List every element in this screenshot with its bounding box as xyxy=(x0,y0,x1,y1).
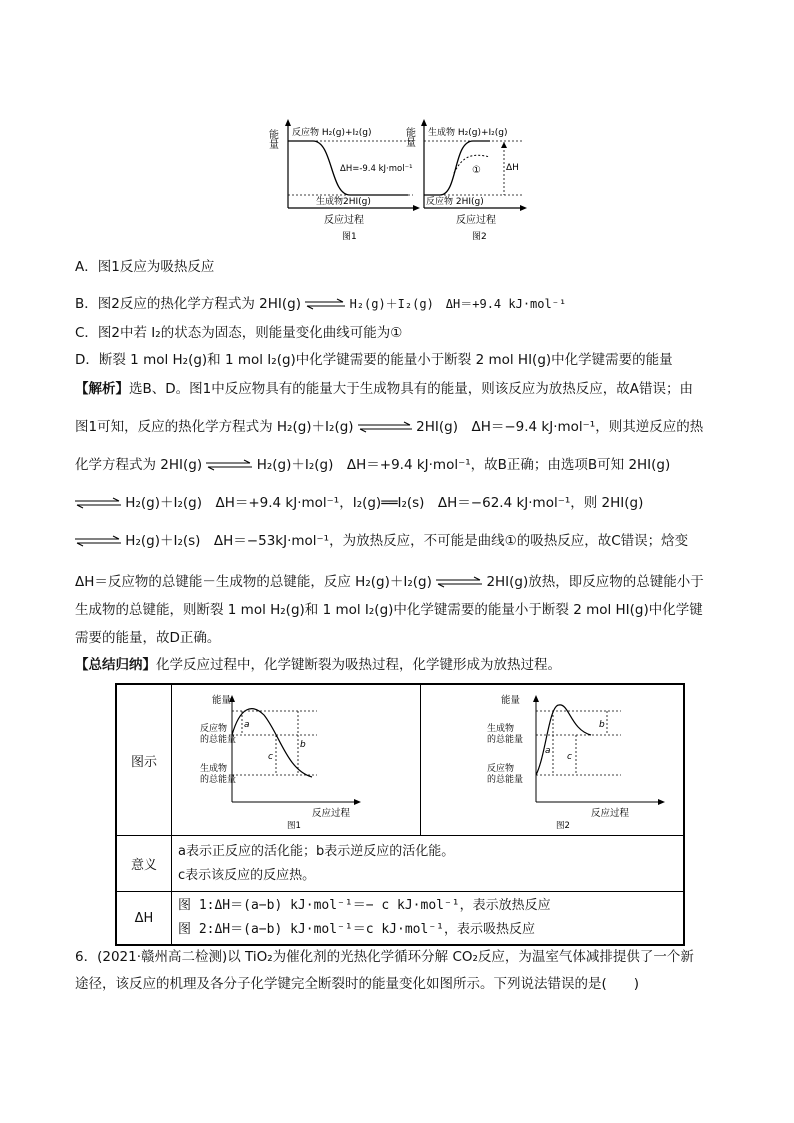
row-label-meaning: 意义 xyxy=(116,836,172,892)
fig2-product-label: 生成物 H₂(g)+I₂(g) xyxy=(428,128,508,138)
diag2-xlabel: 反应过程 xyxy=(591,808,630,819)
diag1-c: c xyxy=(268,752,273,762)
diag2-reactant-text-1: 的总能量 xyxy=(487,775,524,785)
analysis-text-6a: ΔH＝反应物的总键能－生成物的总键能，反应 H₂(g)＋I₂(g) xyxy=(75,574,432,590)
diag1-product-text-1: 的总能量 xyxy=(200,775,237,785)
analysis-text-5: H₂(g)＋I₂(s) ΔH＝−53kJ·mol⁻¹，为放热反应，不可能是曲线①的吸热反应，故C错误；焓变 xyxy=(125,533,689,549)
activation-diagram-2 xyxy=(421,685,683,831)
analysis-tag: 【解析】 xyxy=(75,381,129,397)
analysis-text-3a: 化学方程式为 2HI(g) xyxy=(75,457,203,473)
analysis-line-5 xyxy=(75,532,688,550)
meaning-line-1: a表示正反应的活化能；b表示逆反应的活化能。 xyxy=(178,843,455,859)
activation-diagram-1 xyxy=(172,685,420,831)
row-label-dh: ΔH xyxy=(116,892,172,946)
option-b-post: H₂(g)＋I₂(g) ΔH＝+9.4 kJ·mol⁻¹ xyxy=(349,297,567,311)
analysis-line-4 xyxy=(75,494,643,512)
option-d: D．断裂 1 mol H₂(g)和 1 mol I₂(g)中化学键需要的能量小于断裂 2 mol HI(g)中化学键需要的能量 xyxy=(75,352,673,368)
option-b xyxy=(75,295,566,313)
equilibrium-arrow-icon xyxy=(436,577,482,587)
analysis-text-2b: 2HI(g) ΔH＝−9.4 kJ·mol⁻¹，则其逆反应的热 xyxy=(416,419,704,435)
diag2-product-text-1: 的总能量 xyxy=(487,735,524,745)
meaning-line-2: c表示该反应的反应热。 xyxy=(178,867,316,883)
equilibrium-arrow-icon xyxy=(358,422,412,432)
dh-cell xyxy=(172,892,685,946)
dh-line-1: 图 1:ΔH＝(a−b) kJ·mol⁻¹＝− c kJ·mol⁻¹，表示放热反应 xyxy=(178,898,551,913)
analysis-text-3b: H₂(g)＋I₂(g) ΔH＝+9.4 kJ·mol⁻¹，故B正确；由选项B可知 2HI(g) xyxy=(256,457,671,473)
diag1-product-text: 生成物 xyxy=(200,764,228,774)
row-label-diagram: 图示 xyxy=(116,684,172,836)
diag1-reactant xyxy=(200,722,236,745)
equilibrium-arrow-icon xyxy=(206,460,252,470)
diag1-xlabel: 反应过程 xyxy=(312,808,351,819)
diagram-cell-2 xyxy=(421,684,685,836)
summary-table xyxy=(115,683,685,946)
equilibrium-arrow-icon xyxy=(75,536,121,546)
diag2-a: a xyxy=(545,746,551,756)
fig1-ylabel: 能量 xyxy=(266,129,278,149)
analysis-line-1 xyxy=(75,380,693,398)
diag1-product xyxy=(200,762,236,785)
fig2-dh-label: ΔH xyxy=(506,163,519,173)
diag1-reactant-text: 反应物 xyxy=(200,724,228,734)
diag2-ylabel: 能量 xyxy=(501,695,521,706)
fig1-diagram xyxy=(267,119,421,242)
fig2-ylabel: 能量 xyxy=(403,127,415,147)
option-c: C．图2中若 I₂的状态为固态，则能量变化曲线可能为① xyxy=(75,325,403,341)
analysis-line-6 xyxy=(75,573,704,591)
diag2-product xyxy=(487,722,523,745)
analysis-line-8: 需要的能量，故D正确。 xyxy=(75,630,221,646)
diag2-reactant xyxy=(487,762,523,785)
diag2-c: c xyxy=(567,752,572,762)
diag1-reactant-text-1: 的总能量 xyxy=(200,735,237,745)
analysis-line-3 xyxy=(75,456,670,474)
analysis-text-2a: 图1可知，反应的热化学方程式为 H₂(g)＋I₂(g) xyxy=(75,419,354,435)
summary-text: 化学反应过程中，化学键断裂为吸热过程，化学键形成为放热过程。 xyxy=(156,657,561,673)
analysis-line-2 xyxy=(75,418,703,436)
diag1-caption: 图1 xyxy=(287,821,301,831)
question6-line-2: 途径，该反应的机理及各分子化学键完全断裂时的能量变化如图所示。下列说法错误的是( ) xyxy=(75,976,640,992)
fig2-mark: ① xyxy=(472,165,481,176)
meaning-cell xyxy=(172,836,685,892)
summary-tag: 【总结归纳】 xyxy=(75,657,156,673)
fig1-xlabel: 反应过程 xyxy=(324,215,364,226)
equilibrium-arrow-icon xyxy=(305,299,345,309)
diag2-reactant-text: 反应物 xyxy=(487,764,515,774)
diag1-a: a xyxy=(244,720,250,730)
fig2-diagram xyxy=(404,119,528,242)
analysis-text-4: H₂(g)＋I₂(g) ΔH＝+9.4 kJ·mol⁻¹，I₂(g)══I₂(s) ΔH＝−62.4 kJ·mol⁻¹，则 2HI(g) xyxy=(125,495,644,511)
option-a: A．图1反应为吸热反应 xyxy=(75,259,215,275)
dh-line-2: 图 2:ΔH＝(a−b) kJ·mol⁻¹＝c kJ·mol⁻¹，表示吸热反应 xyxy=(178,922,535,937)
fig1-product-label: 生成物2HI(g) xyxy=(316,197,371,207)
analysis-text-6b: 2HI(g)放热，即反应物的总键能小于 xyxy=(486,574,704,590)
energy-figure-top xyxy=(268,115,528,250)
diag1-b: b xyxy=(300,740,306,750)
diag1-ylabel: 能量 xyxy=(212,695,232,706)
fig1-caption: 图1 xyxy=(342,232,357,242)
analysis-text-1: 选B、D。图1中反应物具有的能量大于生成物具有的能量，则该反应为放热反应，故A错误；由 xyxy=(129,381,693,397)
diagram-cell-1 xyxy=(172,684,421,836)
fig1-reactant-label: 反应物 H₂(g)+I₂(g) xyxy=(292,128,372,138)
fig2-xlabel: 反应过程 xyxy=(456,215,496,226)
analysis-line-7: 生成物的总键能，则断裂 1 mol H₂(g)和 1 mol I₂(g)中化学键需要的能量小于断裂 2 mol HI(g)中化学键 xyxy=(75,602,703,618)
summary-line xyxy=(75,656,561,674)
option-b-pre: B．图2反应的热化学方程式为 2HI(g) xyxy=(75,296,301,312)
diag2-caption: 图2 xyxy=(556,821,570,831)
fig2-caption: 图2 xyxy=(472,232,487,242)
fig1-dh-label: ΔH=-9.4 kJ·mol⁻¹ xyxy=(340,164,413,174)
fig2-reactant-label: 反应物 2HI(g) xyxy=(426,197,484,207)
question6-line-1: 6．(2021·赣州高二检测)以 TiO₂为催化剂的光热化学循环分解 CO₂反应，为温室气体减排提供了一个新 xyxy=(75,949,694,965)
diag2-product-text: 生成物 xyxy=(487,724,515,734)
diag2-b: b xyxy=(599,720,605,730)
equilibrium-arrow-icon xyxy=(75,498,121,508)
